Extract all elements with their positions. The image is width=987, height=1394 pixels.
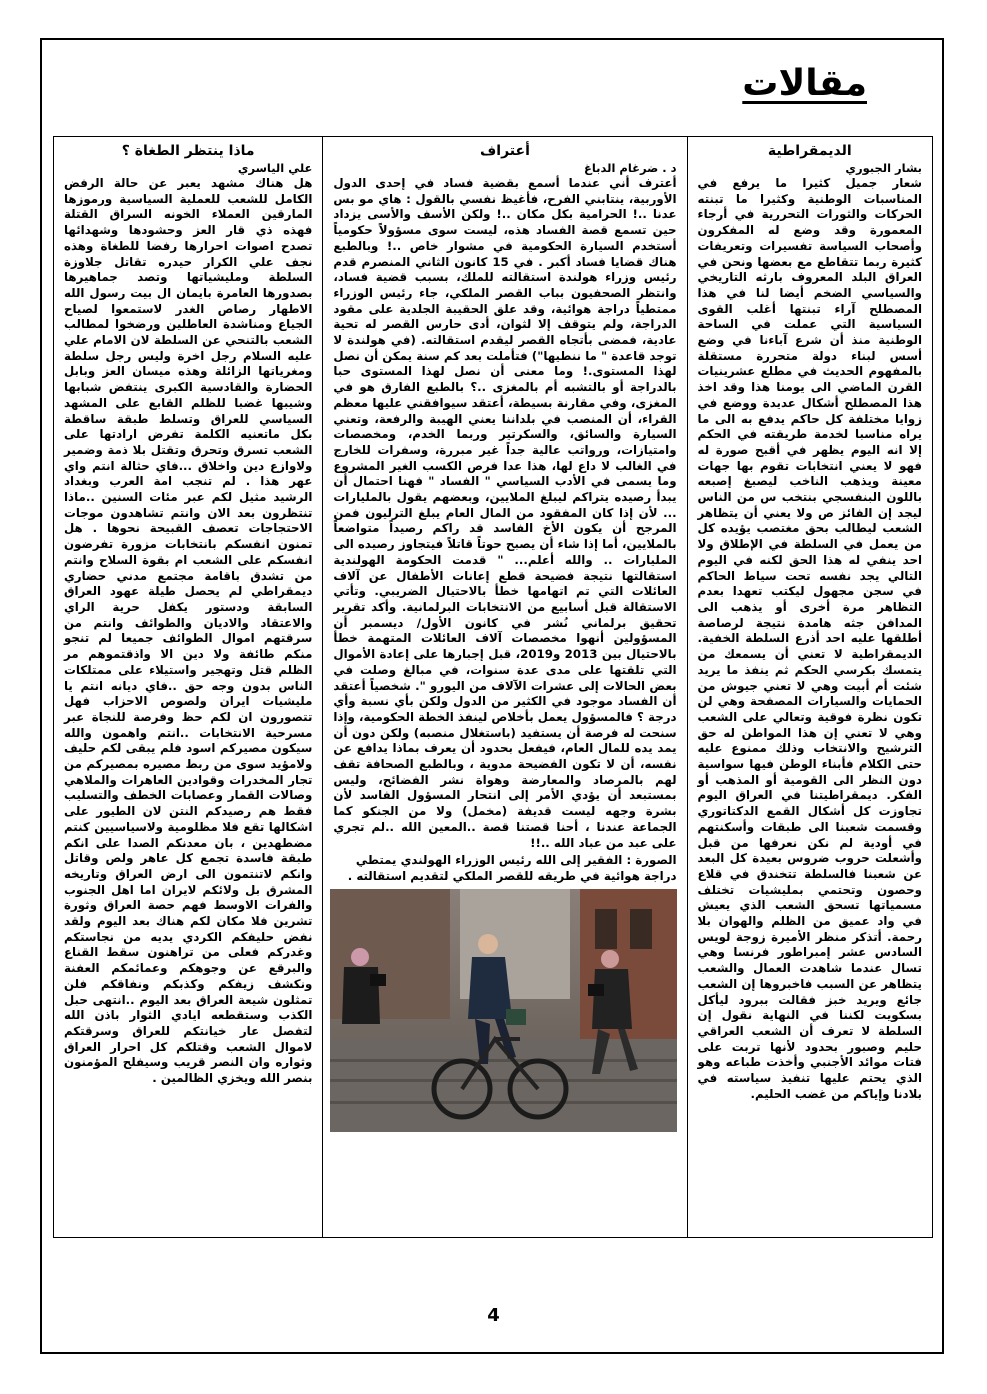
news-photo: [330, 889, 677, 1132]
article-body: أعترف أني عندما أسمع بقضية فساد في إحدى الدول الأوربية، ينتابني الفرح، فأغيظ نفسي بالقول : هاي مو بس عدنا ..! الحرامية بكل مكان ..! ولكن الأسف والأسى يزداد حين تسمع قصة الفساد هذه، ليست سوى مسؤولاً حكومياً أستخدم السيارة الحكومية في مشوار خاص ..! وبالطبع هناك قضايا فساد أكبر . في 15 كانون الثاني المنصرم قدم رئيس وزراء هولندة استقالته للملك، بسبب قضية فساد، وانتظر الصحفيون بباب القصر الملكي، جاء رئيس الوزراء ممتطياً دراجة هوائية، وقد علق الحقيبة الجلدية على مقود الدراجة، ولم يتوقف إلا لثوان، أدى حارس القصر له تحية عادية، فمضى بأتجاه القصر ليقدم استقالته. (في هولندة لا توجد قاعدة " ما ننطيها") فتأملت بعد كم سنة يمكن أن نصل لهذا المستوى.! وما معنى أن نصل لهذا المستوى حبا بالدراجة أو بالتشبه أم بالمغزى ..؟ بالطبع الفارق هو في المغزى، وفي مقارنة بسيطة، أعتقد سيوافقني عليها معظم القراء، أن المنصب في بلداننا يعني الهيبة والرفعة، وتعني السيارة والسائق، والسكرتير وربما الخدم، ومخصصات وامتيازات، ورواتب عالية جداً غير مبررة، وسفرات للخارج في الغالب لا داع لها، هذا عدا فرص الكسب الغير المشروع وما يسمى في الأدب السياسي " الفساد " فهنا احتمال أن يبدأ رصيده يتراكم ليبلغ الملايين، وبعضهم يقول بالمليارات ... لأن إذا كان المفقود من المال العام يبلغ الترليون فمن المرجح أن يكون الأخ الفاسد قد راكم رصيداً متواضعاً بالملايين، أما إذا شاء أن يصبح حوتاً قاتلاً فيتجاوز رصيده الى المليارات .. والله أعلم... " قدمت الحكومة الهولندية استقالتها نتيجة فضيحة قطع إعانات الأطفال عن آلاف العائلات التي تم اتهامها خطأ بالاحتيال الضريبي. وتأتي الاستقالة قبل أسابيع من الانتخابات البرلمانية. وأكد تقرير تحقيق برلماني نُشر في كانون الأول/ ديسمبر أن المسؤولين أنهوا مخصصات آلاف العائلات المتهمة خطأ بالاحتيال بين 2013 و2019، قبل إجبارها على إعادة الأموال التي تلقتها على مدى عدة سنوات، في مبالغ وصلت في بعض الحالات إلى عشرات الآلاف من اليورو ". شخصياً أعتقد أن الفساد موجود في الكثير من الدول ولكن بأي نسبة وأي درجة ؟ فالمسؤول يعمل بأخلاص لينفذ الخطة الحكومية، وإذا سنحت له فرصة أن يستفيد (باستغلال منصبه) ولكن دون أن يمد يده للمال العام، فيفعل بحدود أن يعرف بماذا يدافع عن نفسه، أن لا تكون الفضيحة مدوية ، وبالطبع الصحافة تقف لهم بالمرصاد والمعارضة وهواة نشر الفضائح، وليس بمستبعد أن يؤدي الأمر إلى انتحار المسؤول الفاسد لأن بشرة وجهه ليست قديفة (مخمل) ولا من الجنكو كما الجماعة عندنا ، أحنا قصتنا قصة ..المعين الله ..لم تجري على عبد من عباد الله ..!!: [333, 176, 677, 850]
article-title: ماذا ينتظر الطغاة ؟: [121, 143, 255, 159]
article-democracy: [687, 137, 932, 1237]
page-number: 4: [487, 1305, 500, 1326]
section-title: مقالات: [742, 63, 867, 104]
photo-caption: الصورة : الفقير إلى الله رئيس الوزراء الهولندي يمتطي دراجة هوائية في طريقه للقصر الملكي لتقديم استقالته .: [347, 853, 677, 883]
article-author: بشار الجبوري: [845, 161, 922, 175]
article-title: أعتراف: [480, 143, 530, 159]
article-author: د . ضرغام الدباغ: [584, 161, 677, 175]
article-body: هل هناك مشهد يعبر عن حالة الرفض الكامل للشعب للعملية السياسية ورموزها المارقين العملاء الخونه السراق القتلة فهذه ذي قار العز وحشودها وشهدائها تصدح اصوات احرارها رفضا للطغاة وهذه نجف علي الكرار حيدره تقاتل جلاوزة السلطة ومليشياتها وتصد جماهيرها بصدورها العامرة بايمان ال بيت رسول الله الاطهار رصاص الغدر لاستمعوا لصياح الجياع ومناشدة العاطلين ورضخوا لمطالب الشعب بالتنحي عن السلطة لان الامام علي عليه السلام رجل اخرة وليس رجل سلطة ومغرياتها الزائلة وهذه ميسان العز وبابل الحضارة والقادسية الكبرى ينتفض شبابها وشيبها غضبا للظلم القابع على المشهد السياسي للعراق وتسلط طبقة ساقطة بكل ماتعنيه الكلمة تفرض ارادتها على الشعب تسرق وتحرق وتقتل بلا ذمة وضمير ولاوازع دين واخلاق ...فاي حثالة انتم واي عهر هذا . لم تنجب امة العرب وبغداد الرشيد مثيل لكم عبر مئات السنين ..ماذا تنتظرون بعد الان وانتم تشاهدون موجات الاحتجاجات تعصف القبيحة نحوها . هل تمنون انفسكم بانتخابات مزورة تفرضون انفسكم على الشعب ام بقوة السلاح وانتم من تشدق باقامة مجتمع مدني حضاري ديمقراطي لم يحصل طيلة عهود العراق السابقة ودستور يكفل حرية الراي والاعتقاد والاديان والطوائف وانتم من سرقتهم اموال الطوائف جميعا لم تنجو منكم طائفة ولا دين الا واذقتموهم مر الظلم قتل وتهجير واستيلاء على ممتلكات الناس بدون وجه حق ..فاي ديانه انتم يا مليشيات ايران ولصوص الاحزاب فهل تتصورون ان لكم حظ وفرصة للنجاة عبر مسرحية الانتخابات ..انتم واهمون والله سيكون مصيركم اسود فلم يبقى لكم حليف ولامؤيد سوى من ربط مصيره بمصيركم من تجار المخدرات وقوادين العاهرات والملاهي وصالات القمار وعصابات الخطف والتسليب فقط هم رصيدكم النتن لان الطيور على اشكالها تقع فلا مظلومية ولاسياسيين كنتم مضطهدين ، بان معدنكم الصدا على انكم طبقة فاسدة تجمع كل عاهر ولص وقاتل وانكم لاتنتمون الى ارض العراق وتاريخه المشرق بل ولائكم لايران اما اهل الجنوب والفرات الاوسط فهم حصة العراق وثورة تشرين فلا مكان لكم هناك بعد اليوم ولقد نفض حليفكم الكردي يديه من نجاستكم وغدركم فعلى من تراهنون سقط القناع والبرقع عن وجوهكم وعمائمكم العفنة ونكشف زيفكم وكذبكم ونفاقكم فلن تمثلون شيعة العراق بعد اليوم ..انتهى حبل الكذب وستقطعه ايادي الثوار باذن الله لتفصل عار خيانتكم للعراق وسرقتكم لاموال الشعب وقتلكم كل احرار العراق وثواره وان النصر قريب وسيفلح المؤمنون بنصر الله ويخزي الظالمين .: [64, 176, 313, 1086]
article-confession: [322, 137, 686, 1237]
article-body: شعار جميل كثيرا ما يرفع في المناسبات الوطنية وكثيرا ما تبنته الحركات والثورات التحررية في أرجاء المعمورة وقد وضع له المفكرون وأصحاب السياسة تفسيرات وتعريفات كثيرة ربما تتقاطع مع بعضها ونحن في العراق البلد المعروف بارثه التاريخي والسياسي الضخم أيضا لنا في هذا المصطلح آراء تبنتها أغلب القوى السياسية التي عملت في الساحة الوطنية منذ أن شرع آباءنا في وضع أسس لبناء دولة متحررة مستقلة بالمفهوم الحديث في مطلع عشرينيات القرن الماضي الى يومنا هذا وقد اخذ هذا المصطلح أشكال عديدة ووضع في زوايا مختلفة كل حاكم يدفع به الى ما يراه مناسبا لخدمة طريقته في الحكم إلا انه اليوم يظهر في أقبح صورة له فهو لا يعني انتخابات تقوم بها جهات معينة ويذهب الناخب ليصبغ إصبعه باللون البنفسجي بنتخب س من الناس ليجد إن الفائز ص ولا يعني أن يتظاهر الشعب ليطالب بحق مغتصب يؤيده كل من يعمل في السلطة في الإطلاق ولا احد ينفي له هذا الحق لكنه في اليوم التالي يجد نفسه تحت سياط الحاكم في سجن مجهول ليكتب تعهدا بعدم التظاهر مرة أخرى أو يذهب الى المدافن جثه هامدة نتيجة لرصاصة أطلقها عليه احد أذرع السلطة الخفية. الديمقراطية لا تعني أن يسمعك من يتمسك بكرسي الحكم ثم ينفذ ما يريد شئت أم أبيت وهي لا تعني جيوش من الحمايات والسيارات المصفحة وهي لن تكون نظرة فوقية وتعالي على الشعب وهي لا تعني إن هذا المواطن له حق الترشيح والانتخاب وذلك ممنوع عليه حتى الكلام فأبناء الوطن فيها سواسية دون النظر الى القومية أو المذهب أو الفكر. ديمقراطيتنا في العراق اليوم تجاوزت كل أشكال القمع الدكتاتوري وقسمت شعبنا الى طبقات وأسكنتهم في أودية لم نكن نعرفها من قبل وأشعلت حروب ضروس بعيدة كل البعد عن شعبنا فالسلطة تتخندق في قلاع وحصون وتحتمي بمليشيات تختلف مسمياتها تسحق الشعب الذي يعيش في واد عميق من الظلم والهوان بلا رحمة. أتذكر منظر الأميرة زوجة لويس السادس عشر إمبراطور فرنسا وهي تسال عندما شاهدت العمال والشعب يتظاهر عن السبب فاخبروها إن الشعب جائع ويريد خبز فقالت ببرود ليأكل بسكويت لكننا في النهاية نقول إن السلطة لا تعرف أن الشعب العراقي حليم وصبور بحدود لأنها تربت على فتات موائد الأجنبي وأخذت طباعه وهو الذي يحتم عليها تنفيذ سياسته في بلادنا وإياكم من غضب الحليم.: [697, 176, 922, 1101]
article-tyrants: [54, 137, 322, 1237]
articles-grid: [53, 136, 933, 1238]
article-title: الديمقراطية: [767, 143, 852, 159]
article-author: علي الياسري: [237, 161, 313, 175]
